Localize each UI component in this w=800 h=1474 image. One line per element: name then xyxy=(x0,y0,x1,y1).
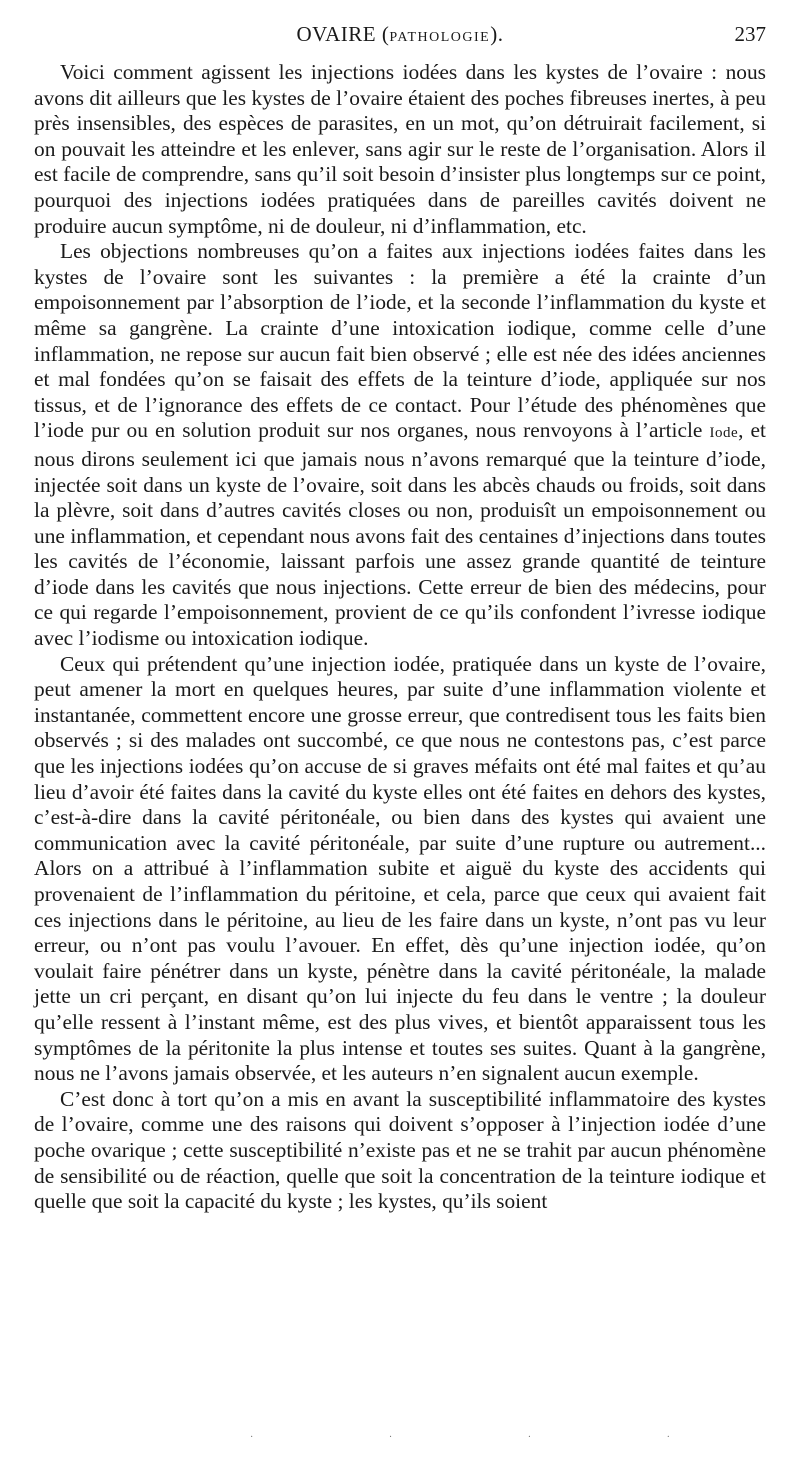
cross-reference-iode: Iode xyxy=(709,425,739,442)
running-title xyxy=(34,22,766,47)
print-mark: · xyxy=(527,1432,532,1443)
paragraph-2-part-2: , et nous dirons seulement ici que jamais nous n’avons remarqué que la teinture d’iode, injectée soit dans un kyste de l’ovaire, soit dans les abcès chauds ou froids, soit dans la plèvre, soit dans d’autres cavités closes ou non, produisît un empoisonnement ou une inflammation, et cependant nous avons fait des centaines d’injections dans toutes les cavités de l’économie, laissant parfois une assez grande quantité de teinture d’iode dans les cavités que nous injections. Cette erreur de bien des médecins, pour ce qui regarde l’empoisonnement, provient de ce qu’ils confondent l’ivresse iodique avec l’iodisme ou intoxication iodique. xyxy=(34,418,766,651)
running-header xyxy=(34,22,766,54)
paragraph-1: Voici comment agissent les injections iodées dans les kystes de l’ovaire : nous avons dit ailleurs que les kystes de l’ovaire étaient des poches fibreuses inertes, à peu près insensibles, des espèces de parasites, en un mot, qu’on détruirait facilement, si on pouvait les atteindre et les enlever, sans agir sur le reste de l’organisation. Alors il est facile de comprendre, sans qu’il soit besoin d’insister plus longtemps sur ce point, pourquoi des injections iodées pratiquées dans de pareilles cavités doivent ne produire aucun symptôme, ni de douleur, ni d’inflammation, etc. xyxy=(34,60,766,238)
paragraph-4: C’est donc à tort qu’on a mis en avant la susceptibilité inflammatoire des kystes de l’ovaire, comme une des raisons qui doivent s’opposer à l’injection iodée d’une poche ovarique ; cette susceptibilité n’existe pas et ne se trahit par aucun phénomène de sensibilité ou de réaction, quelle que soit la concentration de la teinture iodique et quelle que soit la capacité du kyste ; les kystes, qu’ils soient xyxy=(34,1086,766,1214)
page-number: 237 xyxy=(734,22,766,46)
running-title-main: OVAIRE ( xyxy=(296,22,390,46)
print-marks xyxy=(250,1432,670,1442)
paragraph-2 xyxy=(34,239,766,652)
paragraph-2-part-1: Les objections nombreuses qu’on a faites aux injections iodées faites dans les kystes de l’ovaire sont les suivantes : la première a été la crainte d’un empoisonnement par l’absorption de l’iode, et la seconde l’inflammation du kyste et même sa gangrène. La crainte d’une intoxication iodique, comme celle d’une inflammation, ne repose sur aucun fait bien observé ; elle est née des idées anciennes et mal fondées qu’on se faisait des effets de la teinture d’iode, appliquée sur nos tissus, et de l’ignorance des effets de ce contact. Pour l’étude des phénomènes que l’iode pur ou en solution produit sur nos organes, nous renvoyons à l’article xyxy=(34,239,766,443)
print-mark: · xyxy=(250,1432,254,1443)
running-title-subject: PATHOLOGIE xyxy=(389,30,491,45)
paragraph-3: Ceux qui prétendent qu’une injection iodée, pratiquée dans un kyste de l’ovaire, peut amener la mort en quelques heures, par suite d’une inflammation violente et instantanée, commettent encore une grosse erreur, que contredisent tous les faits bien observés ; si des malades ont succombé, ce que nous ne contestons pas, c’est parce que les injections iodées qu’on accuse de si graves méfaits ont été mal faites et qu’au lieu d’avoir été faites dans la cavité du kyste elles ont été faites en dehors des kystes, c’est-à-dire dans la cavité péritonéale, ou bien dans des kystes qui avaient une communication avec la cavité péritonéale, par suite d’une rupture ou autrement... Alors on a attribué à l’inflammation subite et aiguë du kyste des accidents qui provenaient de l’inflammation du péritoine, et cela, parce que ceux qui avaient fait ces injections dans le péritoine, au lieu de les faire dans un kyste, n’ont pas vu leur erreur, ou n’ont pas voulu l’avouer. En effet, dès qu’une injection iodée, qu’on voulait faire pénétrer dans un kyste, pénètre dans la cavité péritonéale, la malade jette un cri perçant, en disant qu’on lui injecte du feu dans le ventre ; la douleur qu’elle ressent à l’instant même, est des plus vives, et bientôt apparaissent tous les symptômes de la péritonite la plus intense et toutes ses suites. Quant à la gangrène, nous ne l’avons jamais observée, et les auteurs n’en signalent aucun exemple. xyxy=(34,651,766,1086)
print-mark: · xyxy=(388,1432,393,1443)
running-title-end: ). xyxy=(490,22,504,46)
body-text xyxy=(34,60,766,1215)
print-mark: · xyxy=(666,1432,670,1443)
